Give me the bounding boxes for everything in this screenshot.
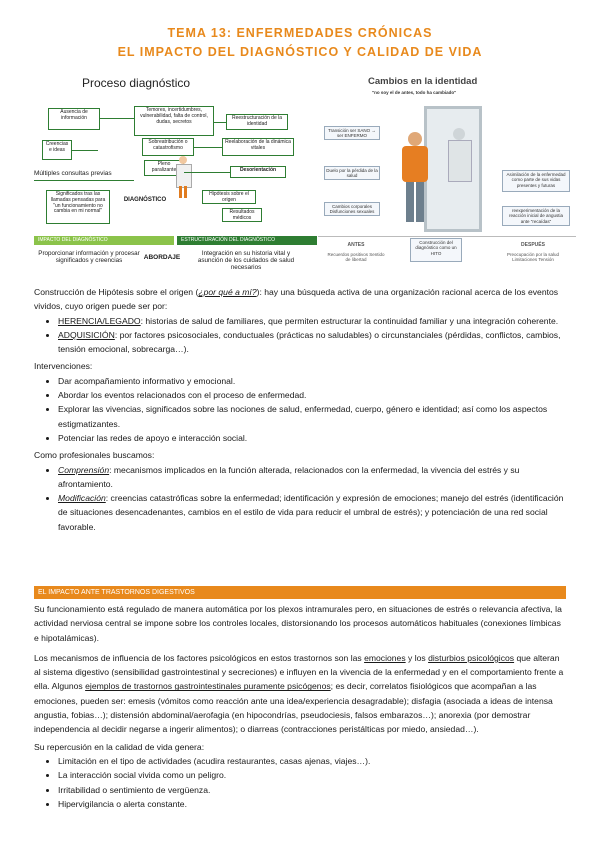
box-construccion: Construcción del diagnóstico como un HITO [410, 238, 462, 262]
box-ausencia: Ausencia de información [48, 108, 100, 130]
identity-changes-diagram [318, 72, 576, 277]
text-integracion: Integración en su historia vital y asunción de los cuidados de salud necesarios [197, 250, 295, 271]
box-resultados: Resultados médicos [222, 208, 262, 222]
list-item: • Hipervigilancia o alerta constante. [58, 797, 566, 811]
reflection-figure [446, 128, 472, 218]
box-pleno: Pleno paralizante [144, 160, 184, 176]
text-despues: Preocupación por la salud Limitaciones Tensión [506, 252, 560, 262]
box-transicion: Transición ser SANO → ser ENFERMO [324, 126, 380, 140]
bar-estructuracion: ESTRUCTURACIÓN DEL DIAGNÓSTICO [177, 236, 317, 245]
list-item: • Potenciar las redes de apoyo e interacción social. [58, 431, 566, 445]
section-digestive [34, 602, 566, 811]
section-hypothesis [34, 285, 566, 534]
box-temores: Temores, incertidumbres, vulnerabilidad, falta de control, dudas, secretos [134, 106, 214, 136]
diagram-title: Proceso diagnóstico [82, 76, 191, 90]
topic-subtitle: EL IMPACTO DEL DIAGNÓSTICO Y CALIDAD DE VIDA [117, 45, 483, 59]
list-item: • Comprensión: mecanismos implicados en la función alterada, relacionados con la enfermedad, la vivencia del estrés y su afrontamiento. [58, 463, 566, 492]
list-item: • HERENCIA/LEGADO: historias de salud de familiares, que permiten estructurar la continuidad familiar y una integración coherente. [58, 314, 566, 328]
hypothesis-intro: Construcción de Hipótesis sobre el origen (¿por qué a mí?): hay una búsqueda activa de una organización racional acerca de los eventos vividos, cuyo origen puede ser por: [34, 287, 559, 312]
list-item: • Modificación: creencias catastróficas sobre la enfermedad; identificación y expresión de emociones; manejo del estrés (identificación de situaciones desencadenantes, cambios en el estilo de vida para reducir el umbral de estrés); y potenciación de una red social favorable. [58, 491, 566, 534]
list-item: • Limitación en el tipo de actividades (acudira restaurantes, casas ajenas, viajes…). [58, 754, 566, 768]
quality-title: Su repercusión en la calidad de vida genera: [34, 741, 205, 752]
label-antes: ANTES [347, 242, 365, 248]
list-item: • Explorar las vivencias, significados sobre las nociones de salud, enfermedad, cuerpo, género e identidad; así como los aspectos estigmatizantes. [58, 402, 566, 431]
digestive-p1: Su funcionamiento está regulado de manera automática por los plexos intramurales pero, en situaciones de estrés o relevancia afectiva, la actividad nerviosa central se impone sobre los controles locales, distorsionando los procesos automáticos habituales (conexiones límbicas e hipotalámicas). [34, 604, 562, 643]
text-antes: Recuerdos positivos Sentido de libertad [327, 252, 385, 262]
box-reestructuracion: Reestructuración de la identidad [226, 114, 288, 130]
person-figure [398, 132, 432, 228]
origin-list [34, 314, 566, 357]
interventions-list [34, 374, 566, 445]
box-sobreatribucion: Sobreatribución o catastrofismo [142, 138, 194, 156]
box-cambios: Cambios corporales Disfunciones sexuales [324, 202, 380, 216]
box-reelaboracion: Reelaboración de la dinámica vitales [222, 138, 294, 156]
box-asimilacion: Asimilación de la enfermedad como parte de sus vidas presentes y futuras [502, 170, 570, 192]
quality-list [34, 754, 566, 811]
box-hipotesis: Hipótesis sobre el origen [202, 190, 256, 204]
goals-list [34, 463, 566, 534]
list-item: • Irritabilidad o sentimiento de vergüenza. [58, 783, 566, 797]
professionals-title: Como profesionales buscamos: [34, 450, 155, 461]
box-significados: Significados tras las llamadas pensadas para "un funcionamiento no cambia en mi normal" [46, 190, 110, 224]
box-creencias: Creencias e ideas [42, 140, 72, 160]
list-item: • La interacción social vivida como un peligro. [58, 768, 566, 782]
box-desorientacion: Desorientación [230, 166, 286, 178]
diagnostic-process-diagram [34, 72, 317, 277]
list-item: • Abordar los eventos relacionados con el proceso de enfermedad. [58, 388, 566, 402]
bar-impacto: IMPACTO DEL DIAGNÓSTICO [34, 236, 174, 245]
interventions-title: Intervenciones: [34, 361, 93, 372]
text-abordaje: ABORDAJE [143, 254, 181, 261]
list-item: • ADQUISICIÓN: por factores psicosociales, conductuales (prácticas no saludables) o circunstanciales (pérdidas, conflictos, cambios, tensión emocional, sobrecarga…). [58, 328, 566, 357]
box-duelo: Duelo por la pérdida de la salud [324, 166, 380, 180]
text-multiples: Múltiples consultas previas [34, 170, 112, 177]
list-item: • Dar acompañamiento informativo y emocional. [58, 374, 566, 388]
doctor-figure [174, 156, 192, 200]
digestive-p2: Los mecanismos de influencia de los factores psicológicos en estos trastornos son las emociones y los disturbios psicológicos que alteran al sistema digestivo (sensibilidad gastrointestinal y secreciones) e influyen en la vivencia de la enfermedad y en el comportamiento frente a ella. Algunos ejemplos de trastornos gastrointestinales puramente psicógenos; es decir, correlatos fisiológicos que acompañan a las emociones, pueden ser: emesis (vómitos como reacción ante una idea/experiencia desagradable); disfagia (asociada a ideas de intensa angustia, fobias…); distensión abdominal/aerofagia (en hipocondrías, pseudociesis, falsos embarazos…); anorexia (por demostrar independencia al decidir negarse a ingerir alimentos); o diarreas (contracciones peristálticas por miedo, ansiedad…). [34, 652, 564, 735]
identity-quote: "no soy el de antes, todo ha cambiado" [372, 90, 457, 95]
identity-title: Cambios en la identidad [368, 76, 478, 87]
text-proporcionar: Proporcionar información y procesar significados y creencias [38, 250, 140, 264]
label-diagnostico: DIAGNÓSTICO [123, 197, 167, 203]
label-despues: DESPUÉS [521, 242, 545, 248]
section-banner-digestive: EL IMPACTO ANTE TRASTORNOS DIGESTIVOS [34, 586, 566, 599]
box-reexperimentacion: reexperimentación de la reacción inicial de angustia ante "recaídas" [502, 206, 570, 226]
topic-title: TEMA 13: ENFERMEDADES CRÓNICAS [167, 26, 433, 40]
